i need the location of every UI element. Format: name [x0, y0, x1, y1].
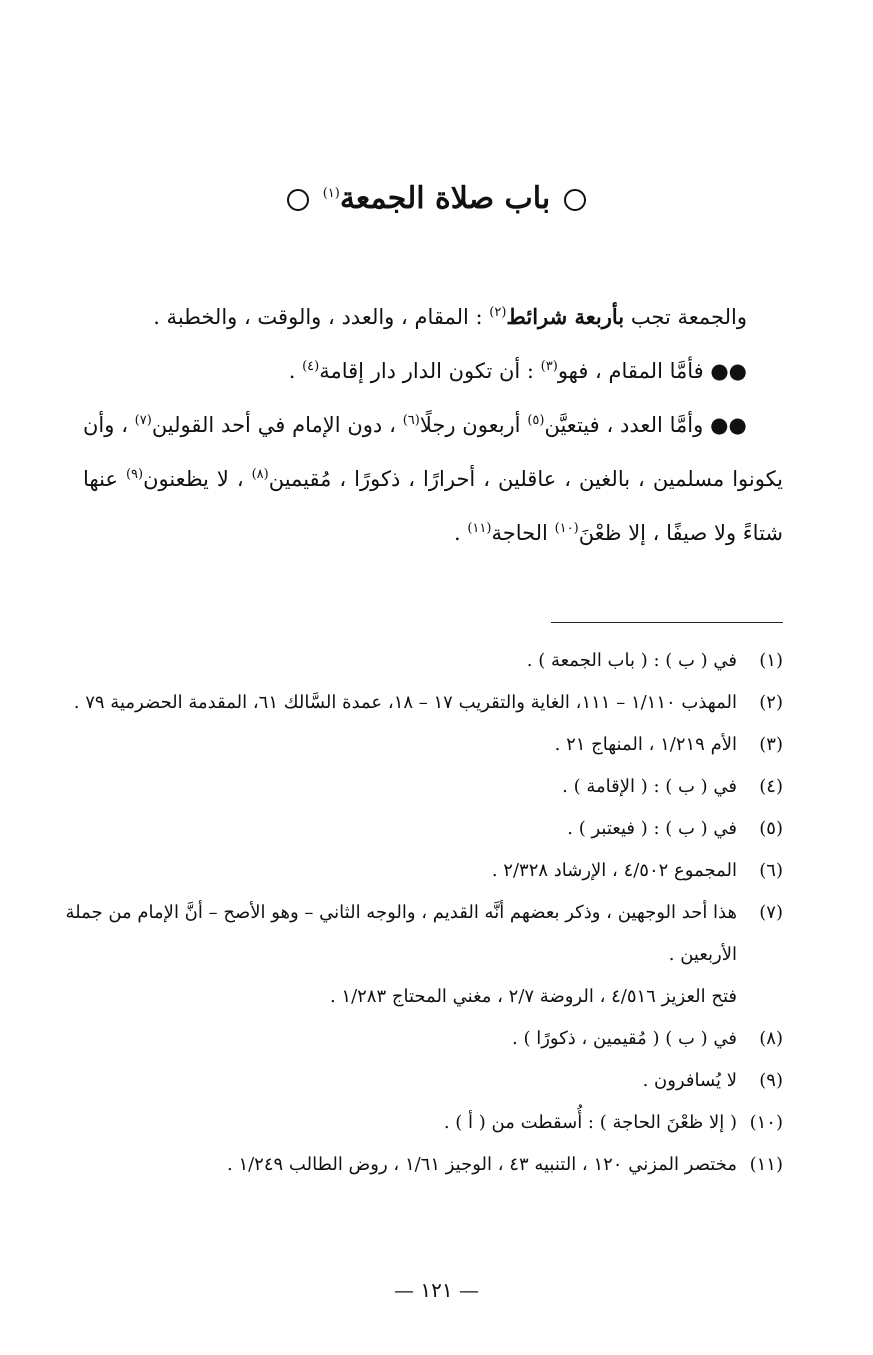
footnote-number: (٧) — [759, 902, 783, 923]
text-span: : أن تكون الدار دار إقامة — [319, 359, 541, 383]
footnote-text: فتح العزيز ٤/٥١٦ ، الروضة ٢/٧ ، مغني المحتاج ١/٢٨٣ . — [329, 986, 737, 1007]
bullet-dots: ●● — [710, 412, 747, 437]
footnote-number: (٨) — [759, 1028, 783, 1049]
footnote-text: المجموع ٤/٥٠٢ ، الإرشاد ٢/٣٢٨ . — [491, 860, 737, 881]
text-span: ، لا يظعنون — [143, 467, 252, 491]
paragraph-number — [83, 398, 783, 560]
footnote-item — [63, 1144, 783, 1186]
footnote-ref-6: (٦) — [402, 413, 420, 428]
footnote-item — [63, 892, 783, 976]
footnote-number: (١) — [759, 650, 783, 671]
footnote-ref-2: (٢) — [489, 305, 507, 320]
footnote-number: (٣) — [759, 734, 783, 755]
text-span: . — [453, 521, 468, 545]
footnote-divider — [551, 622, 783, 623]
footnote-text: لا يُسافرون . — [642, 1070, 737, 1091]
text-span: عنها شتاءً ولا صيفًا ، إلا ظعْنَ — [83, 467, 783, 545]
footnote-number: (١٠) — [749, 1112, 783, 1133]
footnote-item — [63, 1060, 783, 1102]
text-span: : المقام ، والعدد ، والوقت ، والخطبة . — [153, 305, 490, 329]
footnote-ref-9: (٩) — [125, 467, 144, 482]
footnote-number: (٤) — [759, 776, 783, 797]
footnotes — [63, 640, 783, 1186]
footnote-text: المهذب ١/١١٠ – ١١١، الغاية والتقريب ١٧ – ١٨، عمدة السَّالك ٦١، المقدمة الحضرمية ٧٩ . — [73, 692, 737, 713]
footnote-ref-3: (٣) — [540, 359, 558, 374]
footnote-number: (٦) — [759, 860, 783, 881]
footnote-text: مختصر المزني ١٢٠ ، التنبيه ٤٣ ، الوجيز ١/٦١ ، روض الطالب ١/٢٤٩ . — [227, 1154, 737, 1175]
footnote-text: هذا أحد الوجهين ، وذكر بعضهم أنَّه القديم ، والوجه الثاني – وهو الأصح – أنَّ الإمام من جملة الأربعين . — [65, 902, 737, 965]
text-span: ، دون الإمام في أحد القولين — [151, 413, 403, 437]
footnote-item — [63, 724, 783, 766]
bullet-dots: ●● — [710, 358, 747, 383]
chapter-title — [150, 172, 723, 226]
footnote-text: في ( ب ) ( مُقيمين ، ذكورًا ) . — [512, 1028, 737, 1049]
footnote-ref-7: (٧) — [134, 413, 152, 428]
footnote-ref-11: (١١) — [467, 521, 492, 536]
footnote-number: (٥) — [759, 818, 783, 839]
footnote-number: (٩) — [759, 1070, 783, 1091]
footnote-ref-4: (٤) — [302, 359, 320, 374]
footnote-number: (١١) — [749, 1154, 783, 1175]
footnote-item — [63, 808, 783, 850]
chapter-title-text: باب صلاة الجمعة — [339, 181, 551, 216]
text-span: فأمَّا المقام ، فهو — [557, 359, 711, 383]
circle-ornament-right — [564, 189, 586, 211]
paragraph-conditions — [83, 290, 783, 344]
text-span: والجمعة تجب — [624, 305, 747, 329]
circle-ornament-left — [287, 189, 309, 211]
footnote-text: ( إلا ظعْنَ الحاجة ) : أُسقطت من ( أ ) . — [443, 1112, 737, 1133]
bold-phrase: بأربعة شرائط — [506, 304, 625, 329]
footnote-text: الأم ١/٢١٩ ، المنهاج ٢١ . — [554, 734, 737, 755]
text-span: الحاجة — [491, 521, 555, 545]
footnote-item — [63, 766, 783, 808]
footnote-item-continued — [63, 976, 783, 1018]
footnote-text: في ( ب ) : ( الإقامة ) . — [562, 776, 737, 797]
text-span: أربعون رجلًا — [419, 413, 528, 437]
footnote-item — [63, 1102, 783, 1144]
footnote-ref-1: (١) — [322, 186, 340, 201]
footnote-text: في ( ب ) : ( باب الجمعة ) . — [526, 650, 737, 671]
footnote-item — [63, 640, 783, 682]
main-text — [83, 290, 783, 560]
text-span: . — [288, 359, 303, 383]
footnote-number: (٢) — [759, 692, 783, 713]
footnote-ref-8: (٨) — [251, 467, 269, 482]
text-span: ، وأن يكونوا مسلمين ، بالغين ، عاقلين ، أحرارًا ، ذكورًا ، مُقيمين — [83, 413, 784, 491]
footnote-number — [737, 976, 783, 1018]
paragraph-place — [83, 344, 783, 398]
footnote-ref-10: (١٠) — [554, 521, 579, 536]
footnote-item — [63, 850, 783, 892]
footnote-text: في ( ب ) : ( فيعتبر ) . — [567, 818, 737, 839]
footnote-item — [63, 1018, 783, 1060]
text-span: وأمَّا العدد ، فيتعيَّن — [544, 413, 711, 437]
footnote-ref-5: (٥) — [527, 413, 545, 428]
page-number: — ١٢١ — — [394, 1278, 479, 1302]
footnote-item — [63, 682, 783, 724]
